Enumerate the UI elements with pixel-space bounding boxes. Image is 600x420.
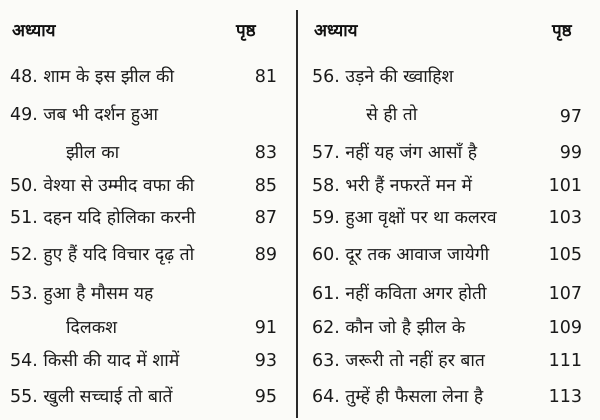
toc-entry-title: 57. नहीं यह जंग आसाँ है (312, 143, 478, 163)
toc-entry-title-continued: झील का (66, 143, 120, 163)
page-header: पृष्ठ (552, 21, 572, 41)
toc-entry-page: 81 (254, 67, 277, 87)
toc-entry-page: 103 (548, 208, 582, 228)
toc-entry-title: 48. शाम के इस झील की (10, 67, 175, 87)
toc-entry-title: 53. हुआ है मौसम यह (10, 284, 154, 304)
toc-entry-title: 56. उड़ने की ख्वाहिश (312, 67, 454, 87)
toc-entry-page: 111 (548, 351, 582, 371)
left-column (0, 0, 290, 420)
toc-entry-page: 113 (548, 387, 582, 407)
toc-entry-page: 109 (548, 318, 582, 338)
toc-entry-title: 50. वेश्या से उम्मीद वफा की (10, 176, 195, 196)
toc-entry-title: 55. खुली सच्चाई तो बातें (10, 387, 173, 407)
toc-entry-page: 101 (548, 176, 582, 196)
toc-entry-page: 93 (254, 351, 277, 371)
toc-entry-title: 64. तुम्हें ही फैसला लेना है (312, 387, 484, 407)
toc-entry-title: 63. जरूरी तो नहीं हर बात (312, 351, 485, 371)
toc-entry-page: 91 (254, 318, 277, 338)
toc-entry-page: 89 (254, 245, 277, 265)
toc-entry-title: 52. हुए हैं यदि विचार दृढ़ तो (10, 245, 195, 265)
chapter-header: अध्याय (12, 21, 56, 41)
toc-entry-page: 107 (548, 284, 582, 304)
toc-entry-page: 105 (548, 245, 582, 265)
toc-entry-page: 85 (254, 176, 277, 196)
right-column (300, 0, 600, 420)
toc-entry-title: 62. कौन जो है झील के (312, 318, 466, 338)
toc-entry-page: 97 (559, 107, 582, 127)
toc-entry-title: 61. नहीं कविता अगर होती (312, 284, 487, 304)
toc-entry-title: 60. दूर तक आवाज जायेगी (312, 245, 490, 265)
toc-entry-title: 49. जब भी दर्शन हुआ (10, 105, 158, 125)
toc-entry-page: 83 (254, 143, 277, 163)
column-divider (296, 10, 298, 418)
page-header: पृष्ठ (236, 21, 256, 41)
toc-entry-title: 58. भरी हैं नफरतें मन में (312, 176, 472, 196)
toc-entry-title: 59. हुआ वृक्षों पर था कलरव (312, 208, 497, 228)
toc-entry-title: 54. किसी की याद में शामें (10, 351, 180, 371)
chapter-header: अध्याय (314, 21, 358, 41)
toc-entry-page: 95 (254, 387, 277, 407)
toc-entry-page: 87 (254, 208, 277, 228)
toc-entry-title-continued: से ही तो (366, 105, 418, 125)
toc-entry-page: 99 (559, 143, 582, 163)
toc-entry-title-continued: दिलकश (66, 318, 118, 338)
toc-entry-title: 51. दहन यदि होलिका करनी (10, 208, 196, 228)
